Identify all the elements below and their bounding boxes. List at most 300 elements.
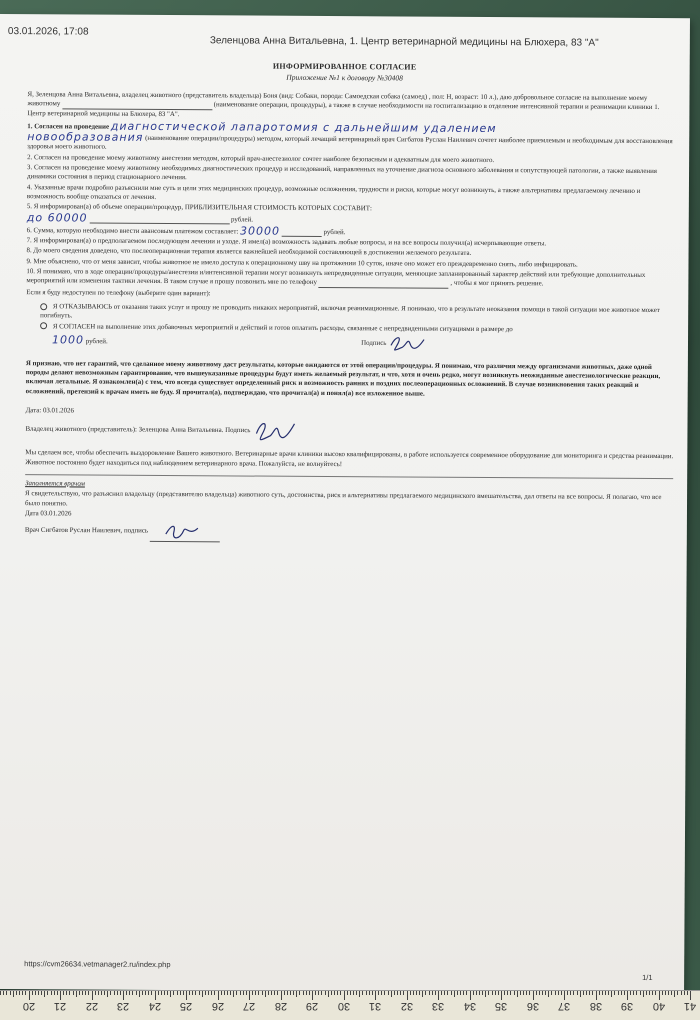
ruler-tick xyxy=(536,991,537,995)
ruler-tick xyxy=(268,991,269,995)
ruler-tick xyxy=(252,991,253,995)
ruler-number: 26 xyxy=(211,1000,224,1012)
ruler-tick xyxy=(545,991,546,995)
option-agree-signature-label: Подпись xyxy=(361,339,387,347)
ruler-tick xyxy=(290,991,291,995)
ruler-tick xyxy=(580,991,581,997)
ruler-tick xyxy=(0,991,1,995)
ruler-number: 41 xyxy=(683,1000,697,1012)
doctor-statement: Я свидетельствую, что разъяснил владельцу (представителю владельца) животного суть, достоинства, риск и альтернативы предлагаемого медицинского вмешательства, дал ответы на все вопросы. Я полагаю, что все было понятно. xyxy=(24,490,662,507)
ruler-tick xyxy=(482,991,483,995)
ruler-tick xyxy=(318,991,319,995)
ruler-tick xyxy=(551,991,552,995)
closing-paragraph: Мы сделаем все, чтобы обеспечить выздоровление Вашего животного. Ветеринарные врачи клиники высоко квалифицированы, в работе используется современное оборудование для мониторинга и средства реанимации. Животное постоянно будет находиться под наблюдением ветеринарного врача. Пожалуйста, не волнуйтесь! xyxy=(25,449,674,468)
ruler-number: 37 xyxy=(557,1000,571,1012)
option-agree-text: Я СОГЛАСЕН на выполнение этих добавочных мероприятий и действий и готов оплатить расходы, связанные с непредвиденными ситуациями в размере до xyxy=(52,322,513,333)
document-title: ИНФОРМИРОВАННОЕ СОГЛАСИЕ xyxy=(272,61,417,72)
ruler-tick xyxy=(384,991,385,995)
ruler-tick xyxy=(54,991,55,995)
ruler-tick xyxy=(331,991,332,995)
option-agree-radio[interactable] xyxy=(40,323,47,330)
ruler-tick xyxy=(636,991,637,995)
paragraph-10 xyxy=(26,267,674,290)
ruler-tick xyxy=(605,991,606,995)
ruler-tick xyxy=(681,991,682,995)
p5-handwritten-cost: до 60000 xyxy=(26,210,88,225)
ruler-number: 29 xyxy=(305,1000,319,1012)
ruler-tick xyxy=(73,991,74,995)
ruler-number: 28 xyxy=(274,1000,287,1012)
ruler-tick xyxy=(16,991,17,995)
ruler-tick xyxy=(41,991,42,995)
ruler-tick xyxy=(35,991,36,995)
ruler-tick xyxy=(435,991,436,995)
ruler-tick xyxy=(296,991,297,997)
ruler-tick xyxy=(120,991,121,995)
p6-handwritten-advance: 30000 xyxy=(239,224,281,238)
ruler-tick xyxy=(117,991,118,995)
ruler-tick xyxy=(655,991,656,995)
ruler-tick xyxy=(202,991,203,997)
ruler-tick xyxy=(205,991,206,995)
ruler-tick xyxy=(236,991,237,995)
ruler-tick xyxy=(60,991,61,1000)
ruler-tick xyxy=(101,991,102,995)
ruler-tick xyxy=(328,991,329,997)
p1-handwritten-operation-cont: новообразования xyxy=(27,130,144,145)
ruler-tick xyxy=(262,991,263,995)
phone-unavailable-prompt: Если я буду недоступен по телефону (выберите один вариант): xyxy=(26,288,211,297)
ruler-number: 32 xyxy=(400,1000,413,1012)
option-refuse-radio[interactable] xyxy=(40,303,47,310)
ruler-tick xyxy=(208,991,209,995)
ruler-tick xyxy=(375,991,376,1000)
ruler-tick xyxy=(347,991,348,995)
footer-url: https://cvm26634.vetmanager2.ru/index.php xyxy=(24,959,171,970)
intro-paragraph xyxy=(27,90,675,122)
ruler-tick xyxy=(599,991,600,995)
ruler-tick xyxy=(488,991,489,995)
ruler-tick xyxy=(139,991,140,997)
ruler-tick xyxy=(110,991,111,995)
ruler-tick xyxy=(441,991,442,995)
doctor-heading: Заполняется врачом xyxy=(25,480,85,488)
ruler-tick xyxy=(186,991,187,1000)
ruler-tick xyxy=(258,991,259,995)
ruler-tick xyxy=(561,991,562,995)
paragraph-5 xyxy=(27,202,675,227)
ruler-tick xyxy=(192,991,193,995)
ruler-tick xyxy=(429,991,430,995)
paragraph-9: 9. Мне объяснено, что от меня зависит, чтобы животное не имело доступа к операционному шву на протяжении 10 суток, иначе оно может его преждевременно снять, либо инфицировать. xyxy=(26,257,578,269)
ruler-tick xyxy=(104,991,105,995)
ruler-tick xyxy=(596,991,597,1000)
ruler-tick xyxy=(507,991,508,995)
ruler-tick xyxy=(457,991,458,995)
option-refuse-text: Я ОТКАЗЫВАЮСЬ от оказания таких услуг и прошу не проводить никаких мероприятий, включая реанимационные. Я понимаю, что в результате неоказания помощи в такой ситуации мое животное может погибнуть. xyxy=(40,303,660,320)
ruler-tick xyxy=(221,991,222,995)
ruler-tick xyxy=(145,991,146,995)
ruler-tick xyxy=(344,991,345,1000)
ruler-tick xyxy=(224,991,225,995)
ruler-tick xyxy=(510,991,511,995)
ruler-tick xyxy=(463,991,464,995)
ruler-tick xyxy=(303,991,304,995)
ruler-tick xyxy=(640,991,641,995)
ruler-tick xyxy=(407,991,408,1000)
ruler-tick xyxy=(126,991,127,995)
ruler-tick xyxy=(129,991,130,995)
ruler-tick xyxy=(25,991,26,995)
print-header-title: Зеленцова Анна Витальевна, 1. Центр ветеринарной медицины на Блюхера, 83 "А" xyxy=(209,35,599,49)
ruler-tick xyxy=(57,991,58,995)
ruler-tick xyxy=(243,991,244,995)
p6-text: 6. Сумма, которую необходимо внести авансовым платежом составляет: xyxy=(26,227,239,236)
ruler-tick xyxy=(624,991,625,995)
ruler-tick xyxy=(214,991,215,995)
doctor-section-divider xyxy=(25,474,673,479)
ruler-tick xyxy=(340,991,341,995)
p5-blank xyxy=(89,214,229,224)
ruler-tick xyxy=(114,991,115,995)
ruler-tick xyxy=(255,991,256,995)
ruler-tick xyxy=(51,991,52,995)
ruler-tick xyxy=(501,991,502,1000)
ruler-number: 25 xyxy=(179,1000,193,1012)
ruler-tick xyxy=(652,991,653,995)
ruler-tick xyxy=(684,991,685,995)
ruler-tick xyxy=(281,991,282,1000)
ruler-tick xyxy=(460,991,461,995)
owner-signature-line xyxy=(25,416,673,446)
ruler-tick xyxy=(523,991,524,995)
ruler-tick xyxy=(473,991,474,995)
ruler-tick xyxy=(44,991,45,997)
ruler-tick xyxy=(76,991,77,997)
ruler-tick xyxy=(444,991,445,995)
ruler-tick xyxy=(277,991,278,995)
ruler-tick xyxy=(199,991,200,995)
cutting-mat-ruler xyxy=(0,990,700,1020)
print-datetime: 03.01.2026, 17:08 xyxy=(7,26,89,38)
ruler-tick xyxy=(671,991,672,995)
ruler-tick xyxy=(123,991,124,1000)
ruler-tick xyxy=(659,991,660,1000)
date-line: Дата: 03.01.2026 xyxy=(25,407,74,415)
ruler-tick xyxy=(92,991,93,1000)
ruler-tick xyxy=(570,991,571,995)
ruler-tick xyxy=(353,991,354,995)
ruler-number: 30 xyxy=(337,1000,350,1012)
ruler-tick xyxy=(10,991,11,995)
ruler-tick xyxy=(586,991,587,995)
page-number: 1/1 xyxy=(642,972,653,983)
ruler-number: 35 xyxy=(494,1000,508,1012)
ruler-tick xyxy=(293,991,294,995)
p6-unit: рублей. xyxy=(323,228,346,236)
ruler-tick xyxy=(514,991,515,995)
ruler-number: 23 xyxy=(116,1000,130,1012)
ruler-tick xyxy=(230,991,231,995)
ruler-tick xyxy=(498,991,499,995)
ruler-tick xyxy=(608,991,609,995)
ruler-tick xyxy=(397,991,398,995)
ruler-tick xyxy=(555,991,556,995)
ruler-tick xyxy=(643,991,644,997)
ruler-tick xyxy=(432,991,433,995)
ruler-tick xyxy=(621,991,622,995)
paragraph-1 xyxy=(27,120,675,156)
ruler-tick xyxy=(542,991,543,995)
ruler-tick xyxy=(265,991,266,997)
ruler-tick xyxy=(485,991,486,997)
ruler-tick xyxy=(592,991,593,995)
ruler-tick xyxy=(668,991,669,995)
ruler-tick xyxy=(287,991,288,995)
ruler-tick xyxy=(19,991,20,995)
ruler-tick xyxy=(630,991,631,995)
ruler-tick xyxy=(687,991,688,995)
ruler-number: 31 xyxy=(368,1000,382,1012)
disclaimer-paragraph: Я признаю, что нет гарантий, что сделанное моему животному даст результаты, которые ожидаются от этой операции/процедуры. Я понимаю, что различия между организмами животных, даже одной породы делают невозможным гарантирование, что вышеуказанные процедуры будут иметь желаемый результат, и что, хотя и очень редко, могут возникнуть неожиданные анестезиологические реакции, включая летальные. Я ознакомлен(а) с тем, что всегда существует определенный риск и возможность ранних и поздних послеоперационных осложнений. В случае возникновения таких реакций и осложнений, претензий к врачам иметь не буду. Я прочитал(а), подтверждаю, что прочитал(а) и понял(а) все изложенное выше. xyxy=(25,359,661,398)
paragraph-3: 3. Согласен на проведение моему животному необходимых диагностических процедур и исследований, направленных на уточнение диагноза основного заболевания и сопутствующей патологии, а также выявления динамики состояния в период стационарного лечения. xyxy=(26,164,657,182)
doctor-signature-icon xyxy=(161,520,201,542)
option-agree-unit: рублей. xyxy=(85,337,108,346)
ruler-tick xyxy=(466,991,467,995)
ruler-tick xyxy=(69,991,70,995)
ruler-tick xyxy=(183,991,184,995)
ruler-tick xyxy=(315,991,316,995)
ruler-tick xyxy=(325,991,326,995)
ruler-tick xyxy=(274,991,275,995)
ruler-tick xyxy=(558,991,559,995)
intro-text: Я, Зеленцова Анна Витальевна, владелец животного (представитель владельца) Боня (вид: Собаки, порода: Самоедская собака (самоед) , пол: Н, возраст: 10 л.), даю добровольное согласие на выполнение моему животному xyxy=(27,91,648,108)
ruler-tick xyxy=(359,991,360,997)
ruler-tick xyxy=(529,991,530,995)
p1-handwritten-operation: диагностической лапаротомия с дальнейшим удалением xyxy=(110,119,497,135)
p5-unit: рублей. xyxy=(231,215,254,224)
ruler-tick xyxy=(38,991,39,995)
option-refuse xyxy=(26,302,674,325)
ruler-tick xyxy=(479,991,480,995)
ruler-number: 22 xyxy=(85,1000,98,1012)
document-subtitle: Приложение №1 к договору №30408 xyxy=(286,72,403,83)
ruler-tick xyxy=(369,991,370,995)
ruler-tick xyxy=(646,991,647,995)
ruler-tick xyxy=(6,991,7,995)
ruler-tick xyxy=(517,991,518,997)
ruler-tick xyxy=(677,991,678,995)
ruler-tick xyxy=(394,991,395,995)
consent-document-page xyxy=(0,14,690,993)
ruler-tick xyxy=(321,991,322,995)
ruler-tick xyxy=(548,991,549,997)
ruler-number: 21 xyxy=(53,1000,67,1012)
ruler-tick xyxy=(438,991,439,1000)
ruler-tick xyxy=(589,991,590,995)
ruler-tick xyxy=(350,991,351,995)
ruler-tick xyxy=(356,991,357,995)
ruler-tick xyxy=(47,991,48,995)
ruler-tick xyxy=(148,991,149,995)
ruler-tick xyxy=(164,991,165,995)
ruler-tick xyxy=(665,991,666,995)
ruler-tick xyxy=(573,991,574,995)
ruler-tick xyxy=(32,991,33,995)
ruler-tick xyxy=(413,991,414,995)
ruler-number: 24 xyxy=(148,1000,161,1012)
ruler-number: 38 xyxy=(589,1000,602,1012)
ruler-tick xyxy=(284,991,285,995)
ruler-number: 33 xyxy=(431,1000,445,1012)
ruler-tick xyxy=(362,991,363,995)
ruler-tick xyxy=(88,991,89,995)
ruler-tick xyxy=(539,991,540,995)
p10-cont: , чтобы я мог принять решение. xyxy=(450,280,544,288)
ruler-tick xyxy=(611,991,612,997)
owner-signature-2-icon xyxy=(252,418,298,444)
ruler-tick xyxy=(85,991,86,995)
p6-blank xyxy=(282,228,322,237)
ruler-tick xyxy=(627,991,628,1000)
ruler-tick xyxy=(299,991,300,995)
ruler-tick xyxy=(195,991,196,995)
ruler-tick xyxy=(98,991,99,995)
ruler-tick xyxy=(312,991,313,1000)
doctor-date: Дата 03.01.2026 xyxy=(24,509,72,518)
ruler-tick xyxy=(400,991,401,995)
p1-label: 1. Согласен на проведение xyxy=(27,123,110,131)
ruler-tick xyxy=(526,991,527,995)
doctor-signature-line xyxy=(25,519,673,545)
ruler-tick xyxy=(416,991,417,995)
ruler-tick xyxy=(564,991,565,1000)
ruler-tick xyxy=(583,991,584,995)
ruler-tick xyxy=(211,991,212,995)
intro-blank-note: (наименование операции, xyxy=(213,101,289,110)
ruler-tick xyxy=(95,991,96,995)
ruler-tick xyxy=(520,991,521,995)
paragraph-2: 2. Согласен на проведение моему животному анестезии методом, который врач-анестезиолог сочтет наиболее безопасным и адекватным для моего животного. xyxy=(27,153,495,164)
ruler-tick xyxy=(633,991,634,995)
ruler-tick xyxy=(218,991,219,1000)
ruler-tick xyxy=(391,991,392,997)
p5-text: 5. Я информирован(а) об объеме операции/процедур, ПРИБЛИЗИТЕЛЬНАЯ СТОИМОСТЬ КОТОРЫХ СОСТАВИТ: xyxy=(26,203,372,213)
ruler-tick xyxy=(227,991,228,995)
ruler-tick xyxy=(674,991,675,997)
ruler-tick xyxy=(161,991,162,995)
owner-line-text: Владелец животного (представитель): Зеленцова Анна Витальевна. Подпись xyxy=(25,426,251,435)
ruler-tick xyxy=(334,991,335,995)
ruler-tick xyxy=(649,991,650,995)
ruler-tick xyxy=(337,991,338,995)
ruler-tick xyxy=(419,991,420,995)
paragraph-7: 7. Я информирован(а) о предполагаемом последующем лечении и уходе. Я имел(а) возможность задавать любые вопросы, и на все вопросы получил(а) исчерпывающие ответы. xyxy=(26,237,547,248)
ruler-tick xyxy=(602,991,603,995)
ruler-tick xyxy=(618,991,619,995)
ruler-tick xyxy=(173,991,174,995)
paragraph-8: 8. До моего сведения доведено, что послеоперационная терапия является важнейшей необходимой составляющей в достижении желаемого результата. xyxy=(26,247,472,258)
ruler-tick xyxy=(447,991,448,995)
ruler-tick xyxy=(29,991,30,1000)
ruler-tick xyxy=(470,991,471,1000)
ruler-number: 34 xyxy=(463,1000,476,1012)
ruler-tick xyxy=(662,991,663,995)
option-agree xyxy=(26,322,674,355)
ruler-tick xyxy=(13,991,14,997)
ruler-tick xyxy=(454,991,455,997)
ruler-tick xyxy=(492,991,493,995)
ruler-tick xyxy=(155,991,156,1000)
ruler-tick xyxy=(246,991,247,995)
ruler-tick xyxy=(136,991,137,995)
ruler-tick xyxy=(614,991,615,995)
ruler-tick xyxy=(177,991,178,995)
ruler-tick xyxy=(107,991,108,997)
ruler-tick xyxy=(533,991,534,1000)
ruler-tick xyxy=(476,991,477,995)
ruler-tick xyxy=(451,991,452,995)
ruler-tick xyxy=(567,991,568,995)
ruler-tick xyxy=(425,991,426,995)
ruler-tick xyxy=(403,991,404,995)
option-agree-handwritten-amount: 1000 xyxy=(51,333,85,347)
ruler-tick xyxy=(577,991,578,995)
ruler-tick xyxy=(381,991,382,995)
ruler-tick xyxy=(378,991,379,995)
ruler-tick xyxy=(189,991,190,995)
ruler-tick xyxy=(170,991,171,997)
paragraph-4: 4. Указанные врачи подробно разъяснили мне суть и цели этих медицинских процедур, возможные осложнения, трудности и риски, которые могут возникнуть, а также альтернативы предлагаемому лечению и возможность вообще отказаться от лечения. xyxy=(26,183,641,201)
ruler-tick xyxy=(410,991,411,995)
ruler-tick xyxy=(504,991,505,995)
ruler-number: 39 xyxy=(620,1000,634,1012)
ruler-tick xyxy=(495,991,496,995)
ruler-tick xyxy=(79,991,80,995)
ruler-number: 36 xyxy=(526,1000,539,1012)
ruler-tick xyxy=(240,991,241,995)
ruler-number: 20 xyxy=(22,1000,35,1012)
ruler-tick xyxy=(132,991,133,995)
ruler-number: 40 xyxy=(652,1000,665,1012)
ruler-tick xyxy=(388,991,389,995)
ruler-tick xyxy=(158,991,159,995)
ruler-tick xyxy=(22,991,23,995)
option-agree-spacer xyxy=(109,343,359,345)
ruler-tick xyxy=(3,991,4,995)
ruler-tick xyxy=(151,991,152,995)
ruler-tick xyxy=(366,991,367,995)
ruler-tick xyxy=(82,991,83,995)
ruler-tick xyxy=(180,991,181,995)
operation-blank xyxy=(62,100,212,110)
ruler-tick xyxy=(271,991,272,995)
ruler-tick xyxy=(306,991,307,995)
ruler-number: 27 xyxy=(242,1000,256,1012)
ruler-tick xyxy=(690,991,691,1000)
ruler-tick xyxy=(167,991,168,995)
ruler-tick xyxy=(249,991,250,1000)
ruler-tick xyxy=(233,991,234,997)
phone-blank xyxy=(319,279,449,289)
intro-continuation: процедуры), а также в случае необходимости на госпитализацию в отделение интенсивной терапии и реанимации клиники 1. Центр ветеринарной медицины на Блюхера, 83 "А". xyxy=(27,102,660,118)
ruler-tick xyxy=(63,991,64,995)
ruler-tick xyxy=(142,991,143,995)
p1-text: (наименование операции/процедуры) методом, который лечащий ветеринарный врач Сигбатов Руслан Наилевич сочтет наиболее приемлемым и необходимым для восстановления здоровья моего животного. xyxy=(27,135,673,152)
doctor-sign-text: Врач Сигбатов Руслан Наилевич, подпись xyxy=(24,526,149,535)
ruler-tick xyxy=(66,991,67,995)
p10-text: 10. Я понимаю, что в ходе операции/процедуры/анестезии и/интенсивной терапии могут возникнуть непредвиденные ситуации, меняющие запланированный характер действий или требующие дополнительных мероприятий или изменения тактики лечения. В таком случае я прошу позвонить мне по телефону xyxy=(26,268,646,287)
